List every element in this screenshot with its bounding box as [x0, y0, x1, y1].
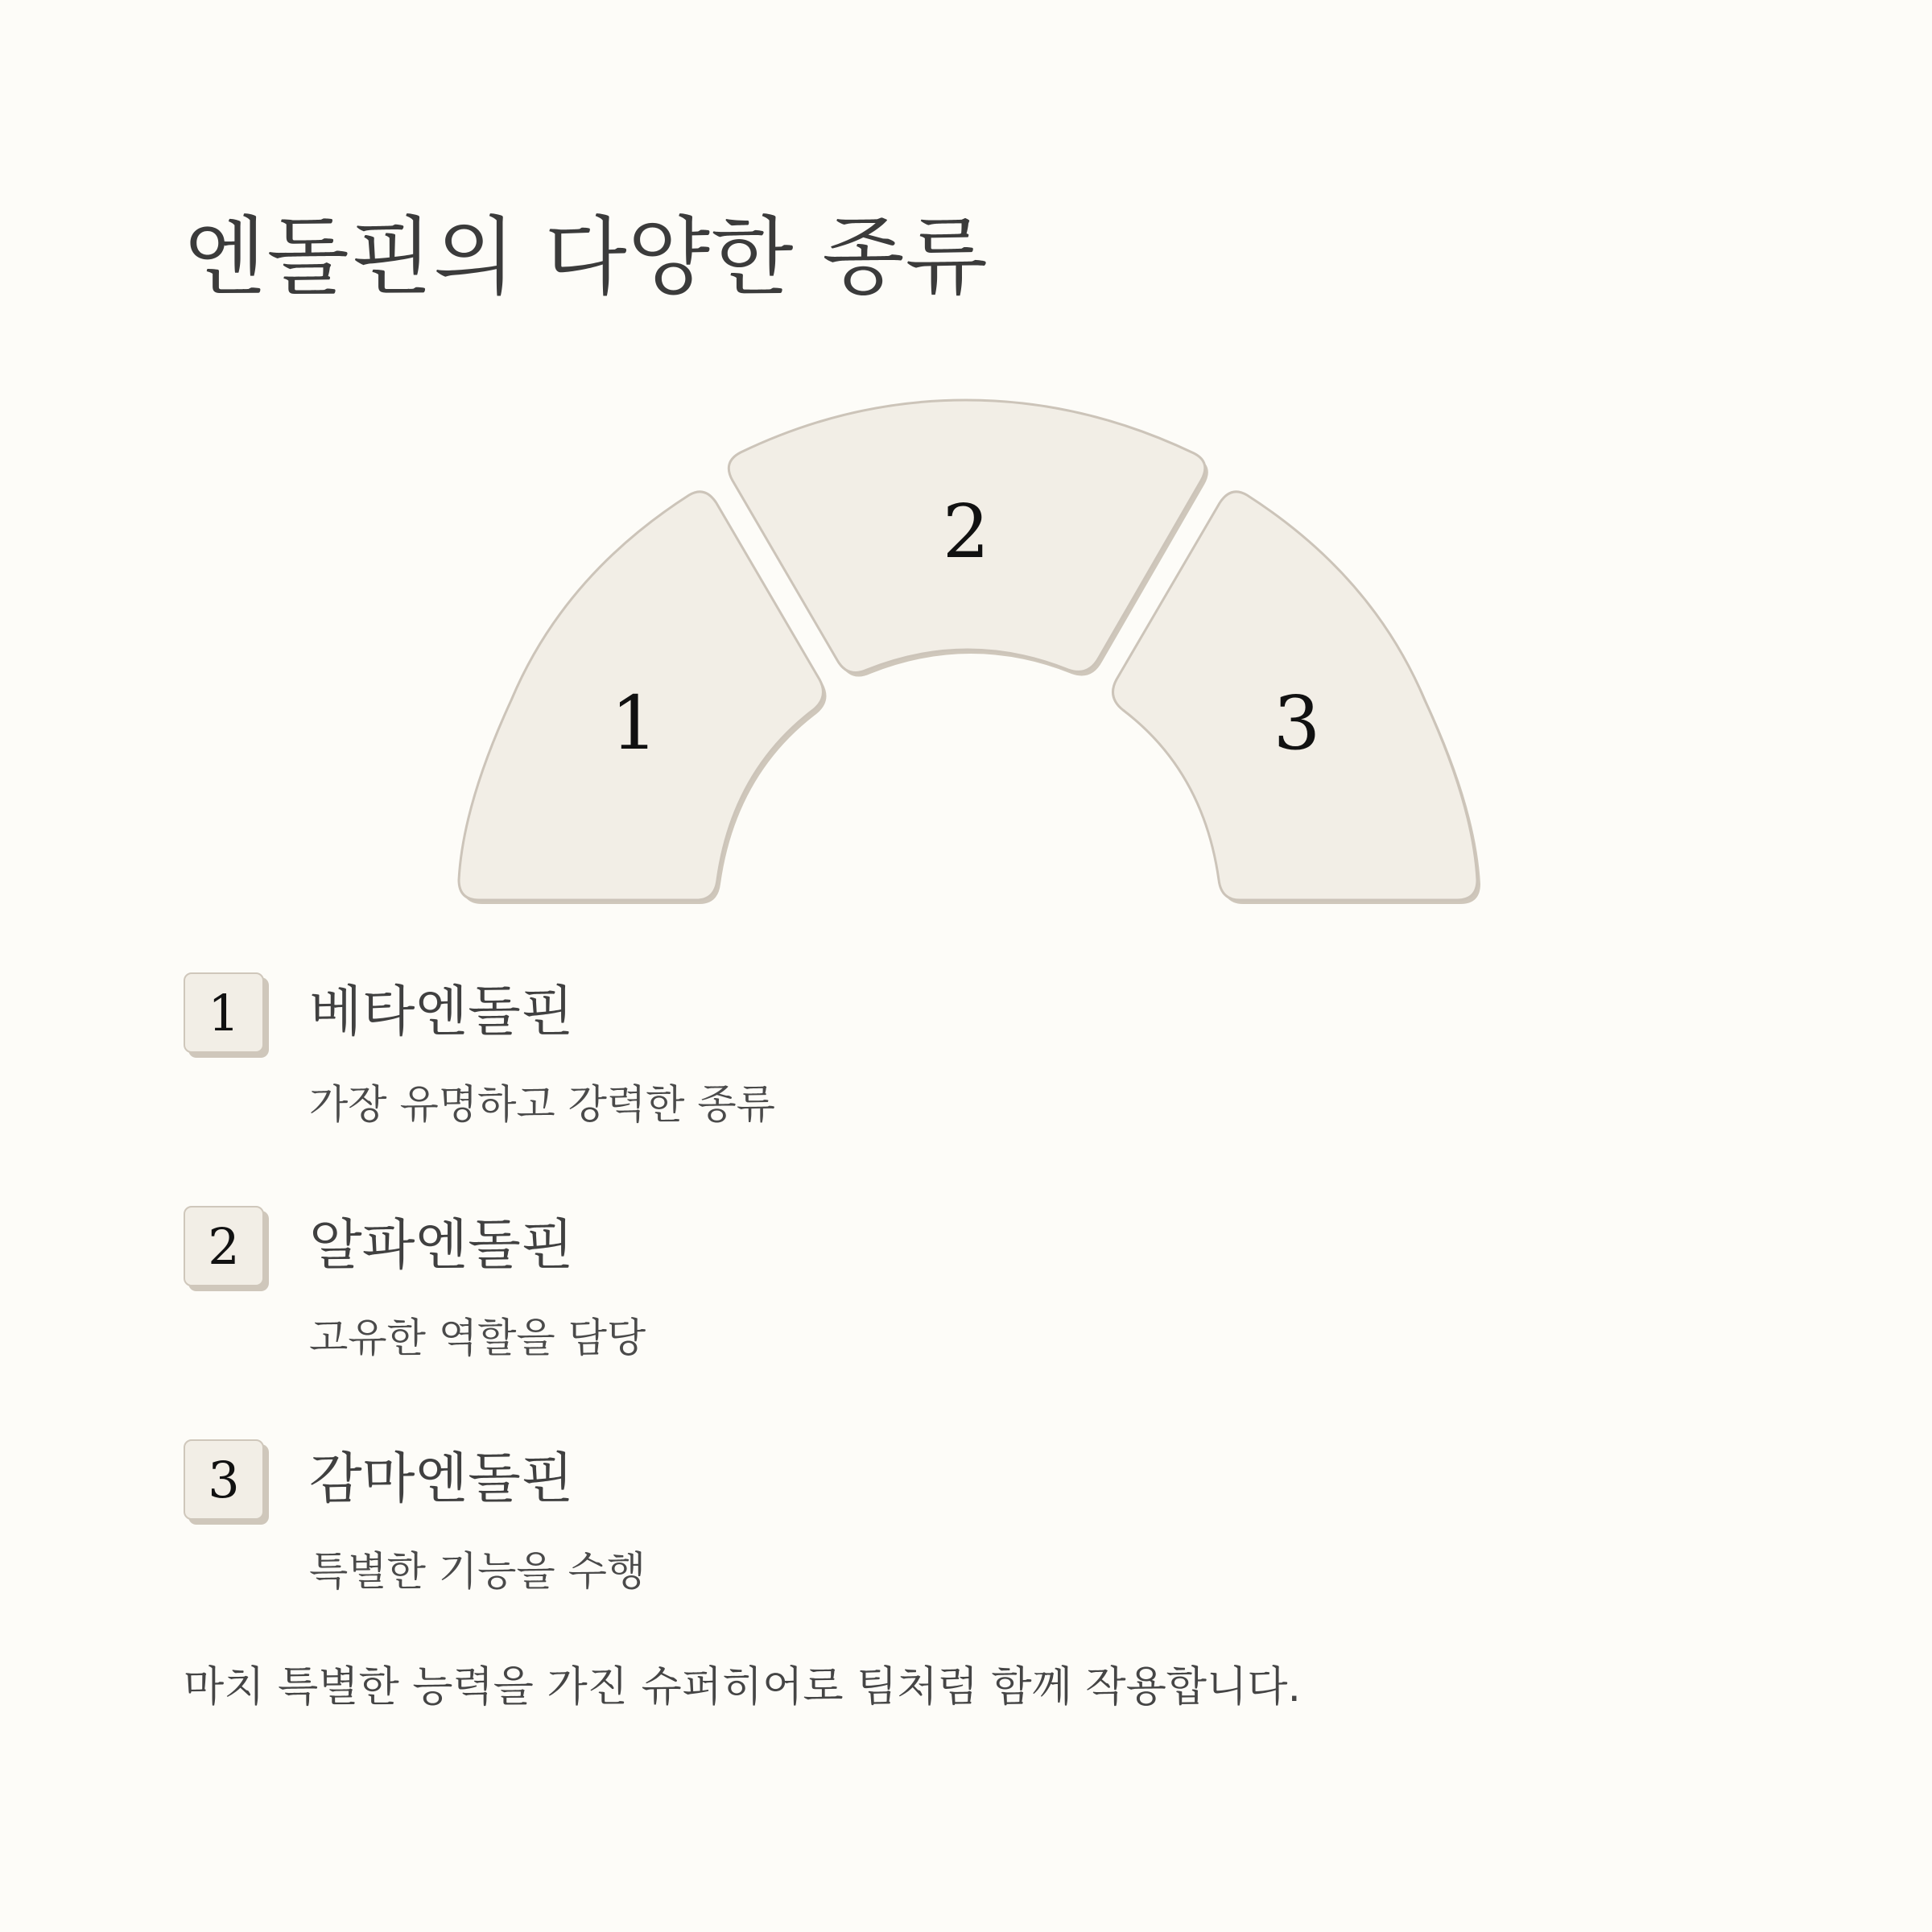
list-item-alpha	[184, 1206, 1713, 1439]
number-badge: 3	[184, 1439, 264, 1520]
item-title: 베타엔돌핀	[309, 980, 574, 1044]
list-item-gamma	[184, 1439, 1713, 1673]
list-item-beta	[184, 972, 1713, 1206]
item-description: 가장 유명하고 강력한 종류	[309, 1081, 775, 1128]
endorphin-type-list	[184, 972, 1713, 1673]
arc-segment-3-number: 3	[1273, 680, 1321, 766]
footer-text: 마치 특별한 능력을 가진 슈퍼히어로 팀처럼 함께 작용합니다.	[184, 1663, 1302, 1711]
page-title: 엔돌핀의 다양한 종류	[184, 208, 989, 307]
item-description: 특별한 기능을 수행	[309, 1548, 646, 1595]
item-description: 고유한 역할을 담당	[309, 1315, 646, 1361]
number-badge: 2	[184, 1206, 264, 1286]
number-badge: 1	[184, 972, 264, 1053]
item-title: 알파엔돌핀	[309, 1214, 574, 1278]
arc-segment-1-number: 1	[610, 680, 658, 766]
item-title: 감마엔돌핀	[309, 1447, 574, 1511]
arc-segment-2-number: 2	[942, 489, 990, 575]
